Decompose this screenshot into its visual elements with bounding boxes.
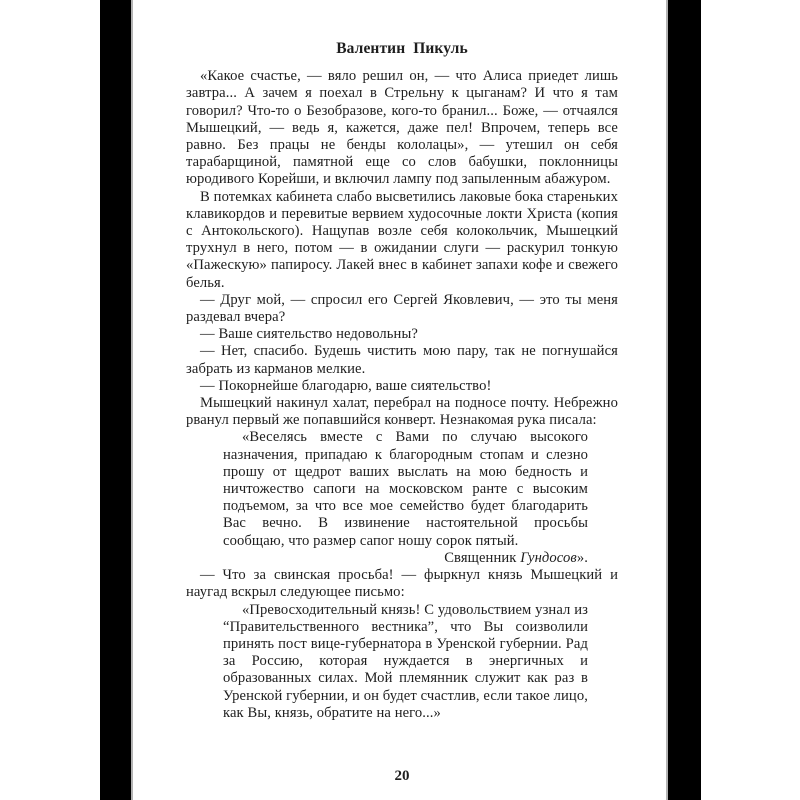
- right-black-bar: [666, 0, 701, 800]
- page-number: 20: [394, 768, 410, 784]
- signature-role: Священник: [444, 549, 521, 566]
- signature-close: ».: [576, 549, 588, 566]
- left-black-bar: [100, 0, 133, 800]
- dialogue-line-3: — Нет, спасибо. Будешь чистить мою пару, так не погнушайся забрать из карманов мелкие.: [186, 343, 618, 377]
- letter-block-1: «Веселясь вместе с Вами по случаю высокого назначения, припадаю к благородным стопам и слезно прошу от щедрот ваших выслать на мою бедность и ничтожество сапоги на московском ранте с высоким подъемом, за что все мое семейство будет благодарить Вас вечно. В извинение настоятельной просьбы сообщаю, что размер сапог ношу сорок пятый.: [223, 429, 588, 549]
- dialogue-line-5: — Что за свинская просьба! — фыркнул князь Мышецкий и наугад вскрыл следующее письмо:: [186, 567, 618, 601]
- dialogue-line-1: — Друг мой, — спросил его Сергей Яковлевич, — это ты меня раздевал вчера?: [186, 291, 618, 326]
- letter-signature: [223, 550, 588, 567]
- paragraph-1: «Какое счастье, — вяло решил он, — что Алиса приедет лишь завтра... А зачем я поехал в Стрельну к цыганам? И что я там говорил? Что-то о Безобразове, кого-то бранил... Боже, — отчаялся Мышецкий, — ведь я, кажется, даже пел! Впрочем, теперь все равно. Без працы не бенды кололацы», — утешил он себя тарабарщиной, памятной еще со слов бабушки, поклонницы юродивого Корейши, и включил лампу под запыленным абажуром.: [186, 68, 618, 188]
- running-title: Валентин Пикуль: [336, 40, 468, 57]
- letter-block-2: «Превосходительный князь! С удовольствием узнал из “Правительственного вестника”, что Вы соизволили принять пост вице-губернатора в Уренской губернии. Рад за Россию, которая нуждается в энергичных и образованных силах. Мой племянник служит как раз в Уренской губернии, и он будет счастлив, если такое лицо, как Вы, князь, обратите на него...»: [223, 601, 588, 721]
- signature-name: Гундосов: [520, 549, 577, 566]
- text-column: [186, 40, 618, 722]
- dialogue-line-4: — Покорнейше благодарю, ваше сиятельство!: [200, 377, 492, 394]
- dialogue-line-2: — Ваше сиятельство недовольны?: [200, 326, 418, 343]
- paragraph-3: Мышецкий накинул халат, перебрал на подносе почту. Небрежно рванул первый же попавшийся конверт. Незнакомая рука писала:: [186, 395, 618, 429]
- paragraph-2: В потемках кабинета слабо высветились лаковые бока стареньких клавикордов и перевитые вервием худосочные локти Христа (копия с Антокольского). Нащупав возле себя колокольчик, Мышецкий трухнул в него, потом — в ожидании слуги — раскурил тонкую «Пажескую» папиросу. Лакей внес в кабинет запахи кофе и свежего белья.: [186, 188, 618, 291]
